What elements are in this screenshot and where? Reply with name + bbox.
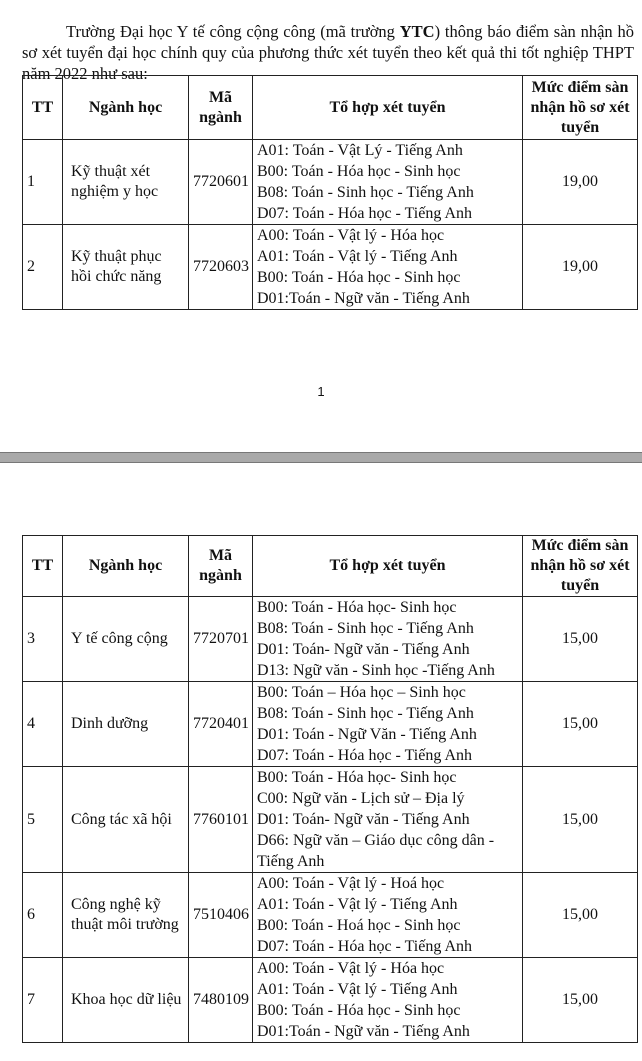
- cell-combos: [253, 873, 523, 958]
- col-header-score: Mức điểm sàn nhận hồ sơ xét tuyển: [523, 536, 638, 597]
- cell-tt: 4: [23, 682, 63, 767]
- cell-tt: 3: [23, 597, 63, 682]
- table-row: [23, 225, 638, 310]
- table-row: [23, 767, 638, 873]
- table-2-body: [23, 597, 638, 1043]
- cell-score: 15,00: [523, 597, 638, 682]
- intro-text-2: ) thông báo điểm sàn nhận hồ sơ xét tuyển đại học chính quy của phương thức xét tuyển theo kết quả thi tốt nghiệp THPT năm 2022 như sau:: [22, 21, 634, 83]
- cell-score: 15,00: [523, 682, 638, 767]
- combo-line: Tiếng Anh: [257, 853, 325, 870]
- combo-line: B08: Toán - Sinh học - Tiếng Anh: [257, 184, 474, 201]
- cell-code: 7720601: [189, 140, 253, 225]
- combo-line: B00: Toán - Hóa học- Sinh học: [257, 769, 457, 786]
- combo-line: A00: Toán - Vật lý - Hóa học: [257, 960, 445, 977]
- table-row: [23, 873, 638, 958]
- cell-score: 19,00: [523, 225, 638, 310]
- cell-combos: [253, 597, 523, 682]
- page-number: 1: [317, 384, 325, 399]
- col-header-score: Mức điểm sàn nhận hồ sơ xét tuyển: [523, 76, 638, 140]
- page-separator: [0, 452, 642, 463]
- combo-line: B08: Toán - Sinh học - Tiếng Anh: [257, 705, 474, 722]
- cell-tt: 5: [23, 767, 63, 873]
- combo-line: D01:Toán - Ngữ văn - Tiếng Anh: [257, 1023, 470, 1040]
- combo-line: B08: Toán - Sinh học - Tiếng Anh: [257, 620, 474, 637]
- combo-line: A01: Toán - Vật Lý - Tiếng Anh: [257, 142, 463, 159]
- table-row: [23, 140, 638, 225]
- cell-score: 19,00: [523, 140, 638, 225]
- combo-line: A01: Toán - Vật lý - Tiếng Anh: [257, 981, 458, 998]
- cell-code: 7480109: [189, 958, 253, 1043]
- cell-code: 7510406: [189, 873, 253, 958]
- col-header-major: Ngành học: [63, 76, 189, 140]
- cell-combos: [253, 958, 523, 1043]
- col-header-combos: Tổ hợp xét tuyển: [253, 76, 523, 140]
- col-header-code: Mã ngành: [189, 536, 253, 597]
- table-row: [23, 597, 638, 682]
- combo-line: D13: Ngữ văn - Sinh học -Tiếng Anh: [257, 662, 495, 679]
- table-row: [23, 682, 638, 767]
- col-header-code: Mã ngành: [189, 76, 253, 140]
- cell-major: Kỹ thuật phục hồi chức năng: [63, 225, 189, 310]
- school-code: YTC: [399, 21, 435, 41]
- col-header-major: Ngành học: [63, 536, 189, 597]
- cell-combos: [253, 682, 523, 767]
- cell-score: 15,00: [523, 767, 638, 873]
- cell-major: Khoa học dữ liệu: [63, 958, 189, 1043]
- col-header-combos: Tổ hợp xét tuyển: [253, 536, 523, 597]
- combo-line: A00: Toán - Vật lý - Hóa học: [257, 227, 445, 244]
- cell-code: 7720401: [189, 682, 253, 767]
- cell-tt: 2: [23, 225, 63, 310]
- cell-code: 7760101: [189, 767, 253, 873]
- cell-major: Y tế công cộng: [63, 597, 189, 682]
- combo-line: D07: Toán - Hóa học - Tiếng Anh: [257, 938, 473, 955]
- cell-score: 15,00: [523, 958, 638, 1043]
- combo-line: B00: Toán - Hóa học - Sinh học: [257, 269, 461, 286]
- cell-major: Công nghệ kỹ thuật môi trường: [63, 873, 189, 958]
- cell-score: 15,00: [523, 873, 638, 958]
- cell-code: 7720701: [189, 597, 253, 682]
- combo-line: D07: Toán - Hóa học - Tiếng Anh: [257, 205, 473, 222]
- cell-tt: 6: [23, 873, 63, 958]
- combo-line: B00: Toán – Hóa học – Sinh học: [257, 684, 466, 701]
- combo-line: B00: Toán - Hóa học - Sinh học: [257, 1002, 461, 1019]
- table-row: [23, 958, 638, 1043]
- combo-line: B00: Toán - Hóa học - Sinh học: [257, 163, 461, 180]
- cell-code: 7720603: [189, 225, 253, 310]
- intro-text-1: Trường Đại học Y tế công cộng công (mã trường: [66, 21, 400, 41]
- combo-line: B00: Toán - Hóa học- Sinh học: [257, 599, 457, 616]
- admission-table-1: [22, 75, 638, 310]
- combo-line: D01: Toán - Ngữ Văn - Tiếng Anh: [257, 726, 477, 743]
- combo-line: A01: Toán - Vật lý - Tiếng Anh: [257, 896, 458, 913]
- cell-major: Công tác xã hội: [63, 767, 189, 873]
- combo-line: D66: Ngữ văn – Giáo dục công dân -: [257, 832, 495, 849]
- combo-line: D01: Toán- Ngữ văn - Tiếng Anh: [257, 641, 470, 658]
- cell-tt: 7: [23, 958, 63, 1043]
- table-1-body: [23, 140, 638, 310]
- combo-line: D01:Toán - Ngữ văn - Tiếng Anh: [257, 290, 470, 307]
- combo-line: C00: Ngữ văn - Lịch sử – Địa lý: [257, 790, 465, 807]
- combo-line: D07: Toán - Hóa học - Tiếng Anh: [257, 747, 473, 764]
- cell-major: Kỹ thuật xét nghiệm y học: [63, 140, 189, 225]
- combo-line: A01: Toán - Vật lý - Tiếng Anh: [257, 248, 458, 265]
- cell-tt: 1: [23, 140, 63, 225]
- cell-combos: [253, 767, 523, 873]
- table-header-row: [23, 76, 638, 140]
- cell-combos: [253, 140, 523, 225]
- col-header-tt: TT: [23, 76, 63, 140]
- cell-combos: [253, 225, 523, 310]
- combo-line: B00: Toán - Hoá học - Sinh học: [257, 917, 461, 934]
- combo-line: D01: Toán- Ngữ văn - Tiếng Anh: [257, 811, 470, 828]
- col-header-tt: TT: [23, 536, 63, 597]
- table-header-row: [23, 536, 638, 597]
- admission-table-2: [22, 535, 638, 1043]
- combo-line: A00: Toán - Vật lý - Hoá học: [257, 875, 445, 892]
- cell-major: Dinh dưỡng: [63, 682, 189, 767]
